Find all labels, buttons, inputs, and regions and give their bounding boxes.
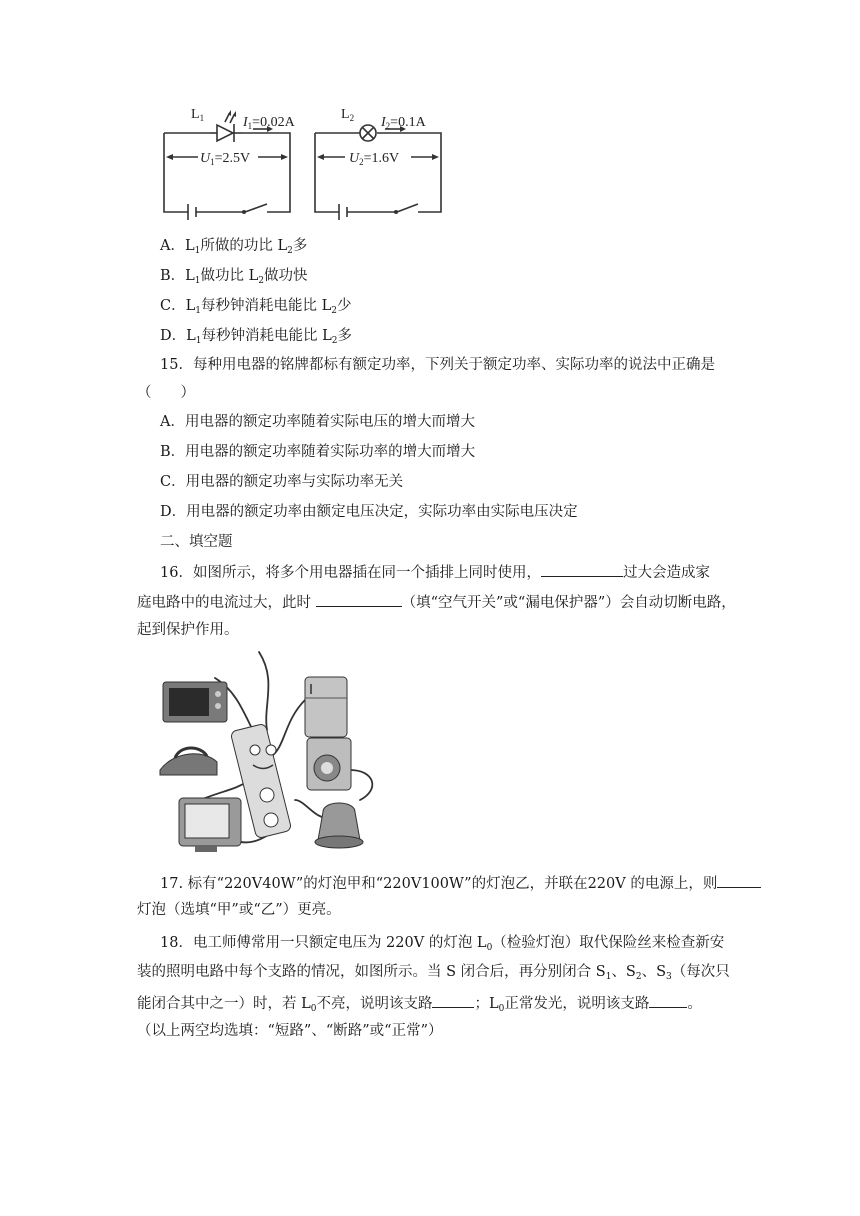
q16-line-2: 庭电路中的电流过大，此时 （填“空气开关”或“漏电保护器”）会自动切断电路， [137, 591, 736, 613]
q16-blank-1[interactable] [541, 561, 623, 577]
q18-line-1: 18．电工师傅常用一只额定电压为 220V 的灯泡 $L_0$（检验灯泡）取代保险丝来检查新安 [160, 935, 725, 953]
refrigerator-icon [305, 677, 347, 737]
q17-blank[interactable] [717, 872, 761, 888]
washing-machine-icon [307, 738, 351, 790]
q15-option-b: B．用电器的额定功率随着实际功率的增大而增大 [160, 444, 476, 460]
q18-line-4: （以上两空均选填：“短路”、“断路”或“正常”） [137, 1023, 443, 1039]
q15-stem-paren: （ ） [137, 385, 195, 401]
q18-blank-2[interactable] [649, 992, 687, 1008]
q15-option-c: C．用电器的额定功率与实际功率无关 [160, 474, 404, 490]
q14-option-c: C．$L_1$每秒钟消耗电能比 $L_2$少 [160, 298, 352, 316]
q15-option-d: D．用电器的额定功率由额定电压决定，实际功率由实际电压决定 [160, 504, 578, 520]
q14-option-d: D．$L_1$每秒钟消耗电能比 $L_2$多 [160, 328, 352, 346]
l2-voltage: $U_2=1.6V$ [349, 151, 400, 167]
microwave-icon [163, 682, 227, 722]
l1-label: $L_1$ [191, 107, 205, 123]
q18-line-3: 能闭合其中之一）时，若 $L_0$不亮，说明该支路 ；$L_0$正常发光，说明该支路 。 [137, 992, 702, 1014]
q16-line-3: 起到保护作用。 [137, 622, 239, 638]
section-heading: 二、填空题 [160, 534, 233, 550]
iron-icon [160, 748, 217, 775]
q18-line-2: 装的照明电路中每个支路的情况，如图所示。当 S 闭合后，再分别闭合 $S_1$、$S_2$、$S_3$（每次只 [137, 964, 730, 982]
q17-line-1: 17. 标有“220V40W”的灯泡甲和“220V100W”的灯泡乙，并联在220V 的电源上，则 [160, 872, 761, 894]
q14-option-a: A．$L_1$所做的功比 $L_2$多 [160, 238, 308, 256]
q18-blank-1[interactable] [432, 992, 474, 1008]
q15-option-a: A．用电器的额定功率随着实际电压的增大而增大 [160, 414, 475, 430]
vacuum-cleaner-icon [315, 803, 363, 848]
l2-label: $L_2$ [341, 107, 355, 123]
television-icon [179, 798, 241, 852]
q16-blank-2[interactable] [316, 591, 402, 607]
q15-stem: 15．每种用电器的铭牌都标有额定功率，下列关于额定功率、实际功率的说法中正确是 [160, 357, 715, 373]
q17-line-2: 灯泡（选填“甲”或“乙”）更亮。 [137, 902, 341, 918]
l1-current: $I_1=0.02A$ [243, 115, 295, 131]
q14-option-b: B．$L_1$做功比 $L_2$做功快 [160, 268, 308, 286]
appliances-illustration [155, 650, 390, 860]
circuit-figure [155, 100, 455, 225]
l1-voltage: $U_1=2.5V$ [200, 151, 251, 167]
q16-line-1: 16．如图所示，将多个用电器插在同一个插排上同时使用， 过大会造成家 [160, 561, 710, 583]
l2-current: $I_2=0.1A$ [381, 115, 426, 131]
